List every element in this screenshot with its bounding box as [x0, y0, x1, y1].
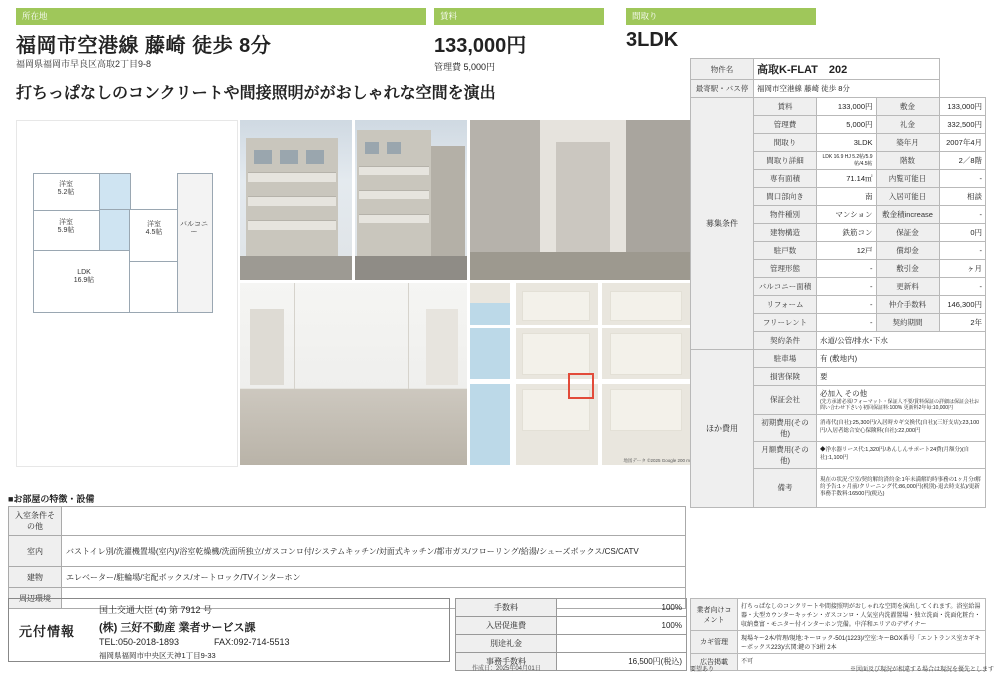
- detail-value: ◆浄水器リース代:1,320円/あんしんサポート24費(月額分)(自社):1,100円: [817, 441, 986, 468]
- table-row: [691, 80, 986, 98]
- detail-label: 礼金: [876, 116, 939, 134]
- detail-label: 管理費: [754, 116, 817, 134]
- rent-value: 133,000円: [434, 35, 527, 57]
- detail-value: -: [817, 314, 877, 332]
- fee-label: 入居促進費: [456, 617, 557, 635]
- detail-label: フリーレント: [754, 314, 817, 332]
- detail-label: 築年月: [876, 134, 939, 152]
- detail-label: 月額費用(その他): [754, 441, 817, 468]
- detail-value: 0円: [939, 224, 985, 242]
- table-row: [691, 98, 986, 116]
- detail-value: 有 (敷地内): [817, 350, 986, 368]
- commission-table: [455, 598, 687, 671]
- detail-value: 71.14㎡: [817, 170, 877, 188]
- feature-value: バストイレ別/洗濯機置場(室内)/浴室乾燥機/洗面所独立/ガスコンロ付/システムキッチン/対面式キッチン/都市ガス/フローリング/給湯/シューズボックス/CS/CATV: [62, 536, 686, 567]
- agency-address: 福岡県福岡市中央区天神1丁目9-33: [99, 651, 216, 660]
- map-marker: [568, 373, 594, 399]
- detail-value: 332,500円: [939, 116, 985, 134]
- floor-plan-image: LDK 16.9帖 洋室 5.9帖 洋室 5.2帖 洋室 4.5帖 バルコニー: [16, 120, 238, 467]
- interior-photo-entrance: [470, 120, 692, 280]
- detail-label: リフォーム: [754, 296, 817, 314]
- address-header-label: 所在地: [22, 11, 48, 21]
- table-row: [691, 59, 986, 80]
- detail-value: 南: [817, 188, 877, 206]
- detail-value: 2年: [939, 314, 985, 332]
- detail-value: -: [817, 260, 877, 278]
- detail-label: 仲介手数料: [876, 296, 939, 314]
- rent-header-bar: [434, 8, 604, 25]
- feature-label: 入室条件その他: [9, 507, 62, 536]
- creation-date: 作成日：2025年04月01日: [472, 666, 541, 672]
- detail-value: ヶ月: [939, 260, 985, 278]
- detail-label: 敷引金: [876, 260, 939, 278]
- detail-label: 階数: [876, 152, 939, 170]
- section-label-conditions: 募集条件: [691, 98, 754, 350]
- note-value: 打ちっぱなしのコンクリートや間接照明がおしゃれな空間を演出してくれます。浴室給湯器・大型カウンターキッチン・ガスコンロ・人気室内洗濯置場・独立洗面・洗面化粧台・収納豊富・モニター付インターホン完備。中洋和エリアのデザイナー: [738, 599, 986, 631]
- address-subtitle: 福岡県福岡市早良区高取2丁目9-8: [16, 59, 152, 69]
- detail-value: -: [939, 242, 985, 260]
- detail-value: -: [939, 170, 985, 188]
- feature-label: 周辺環境: [9, 588, 62, 609]
- detail-value: 5,000円: [817, 116, 877, 134]
- detail-value: 相談: [939, 188, 985, 206]
- detail-label: 内覧可能日: [876, 170, 939, 188]
- detail-label: 建物構造: [754, 224, 817, 242]
- feature-label: 室内: [9, 536, 62, 567]
- fee-value: [557, 635, 687, 653]
- detail-label: 賃料: [754, 98, 817, 116]
- table-row: [691, 599, 986, 631]
- detail-label: 保証金: [876, 224, 939, 242]
- map-attribution: 地図データ ©2025 Google 200 m: [623, 458, 690, 463]
- detail-value-note: (先方承諾必須/フォーマット・保証人不要/賃料保証の詳細は保証会社お問い合わせ下さい) 初回保証料:100% 更新料2年毎:10,000円: [820, 399, 979, 412]
- detail-label: 物件種別: [754, 206, 817, 224]
- features-table: [8, 506, 686, 609]
- agency-tel: TEL:050-2018-1893: [99, 637, 180, 647]
- table-row: [456, 617, 687, 635]
- detail-value: -: [817, 278, 877, 296]
- interior-photo-living: [240, 283, 467, 465]
- fee-value: 16,500円(税込): [557, 653, 687, 671]
- agent-notes-table: [690, 598, 986, 671]
- detail-value: 福岡市空港線 藤崎 徒歩 8分: [754, 80, 940, 98]
- features-heading: ■お部屋の特徴・設備: [8, 494, 95, 504]
- detail-value: 鉄筋コン: [817, 224, 877, 242]
- detail-label: 保証会社: [754, 386, 817, 415]
- detail-value: 高取K-FLAT 202: [754, 59, 940, 80]
- feature-value: [62, 507, 686, 536]
- detail-value: 要: [817, 368, 986, 386]
- table-row: [691, 350, 986, 368]
- detail-value: 必加入 その他: [820, 389, 868, 398]
- feature-value: エレベーター/駐輪場/宅配ボックス/オートロック/TVインターホン: [62, 567, 686, 588]
- agency-fax: FAX:092-714-5513: [214, 637, 290, 647]
- agency-info-box: [8, 598, 450, 662]
- note-label: 業者向けコメント: [691, 599, 738, 631]
- location-map-image: [470, 283, 692, 465]
- detail-label: 初期費用(その他): [754, 414, 817, 441]
- note-label: 広告掲載: [691, 654, 738, 671]
- detail-value: -: [939, 206, 985, 224]
- detail-label: 敷金: [876, 98, 939, 116]
- detail-value: -: [817, 296, 877, 314]
- note-value: 不可: [738, 654, 986, 671]
- detail-label: 駐車場: [754, 350, 817, 368]
- detail-label: 間口部向き: [754, 188, 817, 206]
- agency-badge: 元付情報: [19, 624, 76, 639]
- layout-value: 3LDK: [626, 29, 679, 51]
- detail-label: 管理形態: [754, 260, 817, 278]
- exterior-photo-1: [240, 120, 352, 280]
- detail-label: 専有面積: [754, 170, 817, 188]
- detail-label: 損害保険: [754, 368, 817, 386]
- detail-value: 水道/公管/排水･下水: [817, 332, 986, 350]
- detail-value: 2／8階: [939, 152, 985, 170]
- table-row: [456, 599, 687, 617]
- property-detail-table: [690, 58, 986, 508]
- table-row: [691, 631, 986, 654]
- detail-label: 間取り: [754, 134, 817, 152]
- request-mark: 要望あり: [690, 667, 715, 673]
- detail-value: 133,000円: [817, 98, 877, 116]
- detail-value: 現在の状況:空室/契約解約済約金:1年未満解約時事務の1ヶ月分/解約予告:1ヶ月前/クリーニング代:86,000円(税別)-退去時支払)/更新事務手数料:16500円(税込): [817, 468, 986, 507]
- agency-name: (株) 三好不動産 業者サービス課: [99, 622, 256, 634]
- layout-header-bar: [626, 8, 816, 25]
- detail-label: 備考: [754, 468, 817, 507]
- table-row: [9, 507, 686, 536]
- layout-header-label: 間取り: [632, 11, 658, 21]
- detail-label: 入居可能日: [876, 188, 939, 206]
- note-label: カギ管理: [691, 631, 738, 654]
- detail-value: 3LDK: [817, 134, 877, 152]
- management-fee: 管理費 5,000円: [434, 62, 496, 72]
- table-row: [9, 536, 686, 567]
- table-row: [456, 635, 687, 653]
- detail-label: 駐戸数: [754, 242, 817, 260]
- detail-value: 146,300円: [939, 296, 985, 314]
- detail-value: 133,000円: [939, 98, 985, 116]
- section-label-other-fees: ほか費用: [691, 350, 754, 508]
- detail-value: 12戸: [817, 242, 877, 260]
- detail-value: LDK 16.9 HJ 5.2帖/5.9帖/4.5帖: [817, 152, 877, 170]
- catch-copy: 打ちっぱなしのコンクリートや間接照明ががおしゃれな空間を演出: [16, 85, 496, 102]
- fee-label: 事務手数料: [456, 653, 557, 671]
- page-title: 福岡市空港線 藤崎 徒歩 8分: [16, 35, 272, 57]
- detail-label: 物件名: [691, 59, 754, 80]
- detail-label: バルコニー面積: [754, 278, 817, 296]
- table-row: [9, 567, 686, 588]
- disclaimer-text: ※図面及び現況が相違する場合は現況を優先とします: [849, 667, 994, 673]
- fee-label: 別途礼金: [456, 635, 557, 653]
- rent-header-label: 賃料: [440, 11, 458, 21]
- detail-label: 契約条件: [754, 332, 817, 350]
- detail-value: 消毒代(自社):25,300円/入居時カギ交換代(自社)(三好支店):23,100円/入居者総合安心保険料(自社):22,000円: [817, 414, 986, 441]
- detail-label: 償却金: [876, 242, 939, 260]
- agency-license: 国土交通大臣 (4) 第 7912 号: [99, 605, 213, 615]
- detail-value: マンション: [817, 206, 877, 224]
- detail-label: 更新料: [876, 278, 939, 296]
- detail-label: 間取り詳細: [754, 152, 817, 170]
- feature-label: 建物: [9, 567, 62, 588]
- detail-label: 契約期間: [876, 314, 939, 332]
- exterior-photo-2: [355, 120, 467, 280]
- detail-value: -: [939, 278, 985, 296]
- fee-value: 100%: [557, 617, 687, 635]
- detail-label: 敷金積increase: [876, 206, 939, 224]
- note-value: 現場キー2本/管理/現地:キーロック-501(1223)/空室:キーBOX番号「エントランス室カギキーボックス223)/玄関:鍵の下3桁 2本: [738, 631, 986, 654]
- fee-value: 100%: [557, 599, 687, 617]
- address-header-bar: [16, 8, 426, 25]
- detail-value: 2007年4月: [939, 134, 985, 152]
- detail-label: 最寄駅・バス停: [691, 80, 754, 98]
- fee-label: 手数料: [456, 599, 557, 617]
